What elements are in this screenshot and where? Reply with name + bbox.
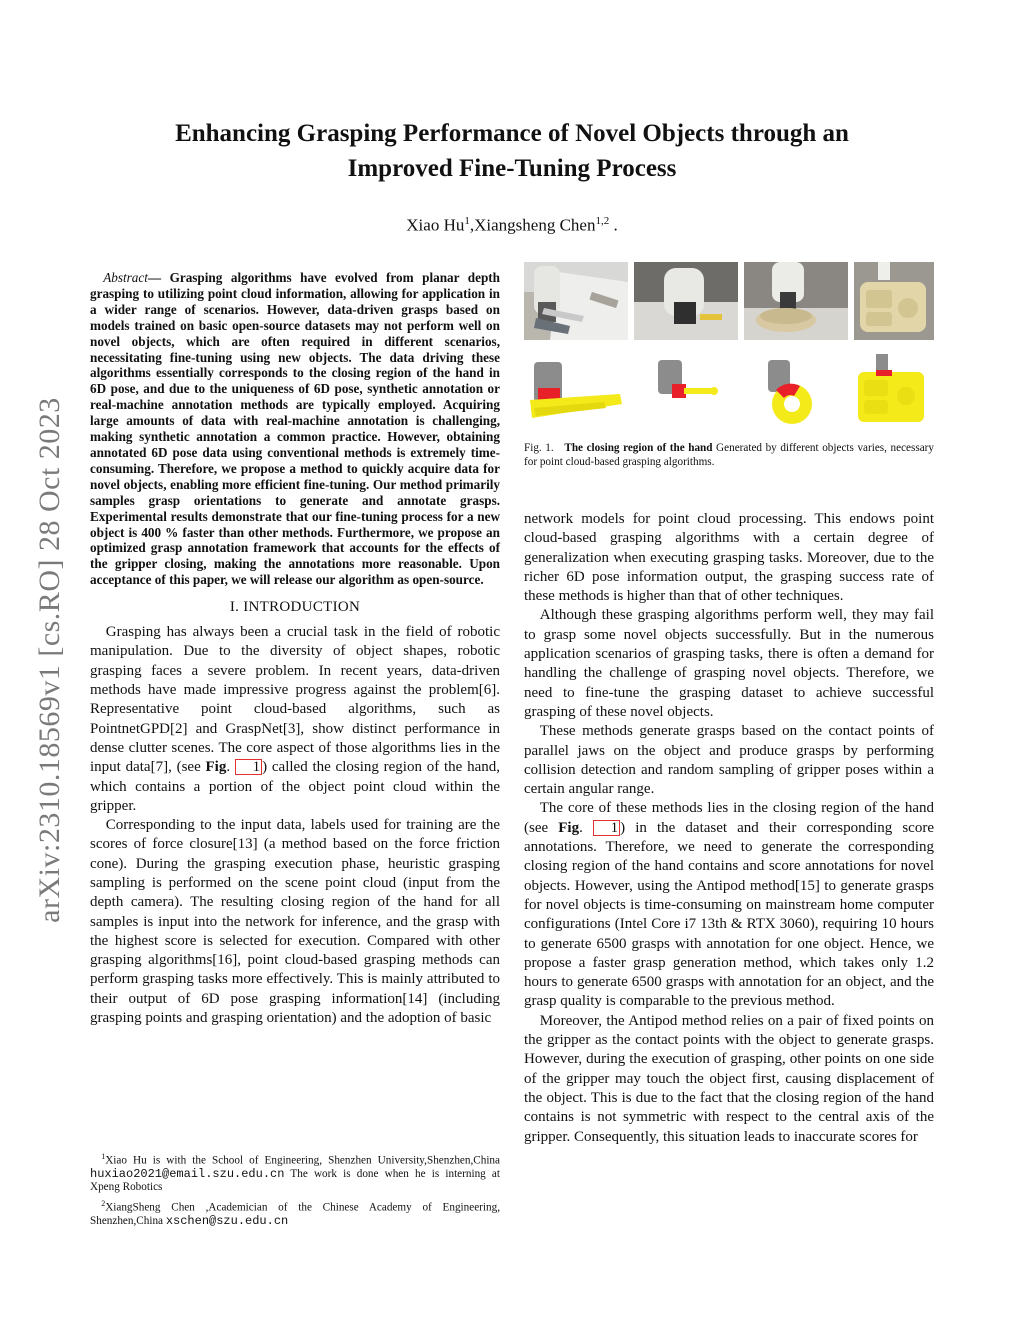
footnote-2-email[interactable]: xschen@szu.edu.cn — [165, 1214, 289, 1229]
paper-title: Enhancing Grasping Performance of Novel Objects through an Improved Fine-Tuning Process — [175, 120, 849, 182]
abstract-text: Grasping algorithms have evolved from planar depth grasping to utilizing point cloud information, allowing for application in a wider range of scenarios. However, data-driven grasps based on models trained on basic open-source datasets may not perform well on novel objects, which are often required in different scenarios, necessitating fine-tuning using new objects. The data driving these algorithms essentially corresponds to the closing region of the hand in 6D pose, and due to the uniqueness of 6D pose, synthetic annotation or real-machine annotation methods are typically employed. Acquiring large amounts of data with real-machine annotation is challenging, making synthetic annotation a common practice. However, obtaining annotated 6D pose data using conventional methods is extremely time-consuming. Therefore, we propose a method to quickly acquire data for novel objects, enabling more efficient fine-tuning. Our method primarily samples grasp orientations to generate and annotate grasps. Experimental results demonstrate that our fine-tuning process for a new object is 400 % faster than other methods. Furthermore, we propose an optimized grasp annotation framework that accounts for the effects of the gripper closing, making the annotations more reasonable. Upon acceptance of this paper, we will release our algorithm as open-source. — [90, 270, 501, 588]
intro-p6-fig-label: Fig — [558, 819, 580, 836]
intro-paragraph-5: These methods generate grasps based on the contact points of parallel jaws on the object and produce grasps by performing collision detection and random sampling of gripper poses within a certain angular range. — [524, 723, 934, 798]
arxiv-side-identifier-text: arXiv:2310.18569v1 [cs.RO] 28 Oct 2023 — [33, 397, 66, 923]
photo-knife — [524, 262, 628, 340]
photo-tray — [854, 262, 934, 340]
figure-1-caption-title: The closing region of the hand — [564, 442, 713, 454]
pointcloud-knife — [530, 362, 622, 418]
figure-1-link-2[interactable]: 1 — [593, 820, 620, 836]
footnote-1-text: Xiao Hu is with the School of Engineering, Shenzhen University,Shenzhen,China — [105, 1154, 500, 1167]
footnote-2-mark: 2 — [101, 1199, 106, 1209]
right-column — [524, 510, 934, 1147]
author-1: Xiao Hu — [406, 215, 465, 235]
photo-bowl — [744, 262, 848, 340]
author-1-affil: 1 — [464, 215, 470, 227]
intro-paragraph-3: network models for point cloud processing. This endows point cloud-based grasping algorithms with a certain degree of generalization when executing grasping tasks. Moreover, due to the richer 6D pose information output, the grasping success rate of these methods is higher than that of other techniques. — [524, 511, 934, 605]
footnote-1-mark: 1 — [101, 1152, 106, 1161]
pointcloud-bowl — [768, 360, 812, 424]
intro-paragraph-4: Although these grasping algorithms perform well, they may fail to grasp some novel objects successfully. But in the numerous application scenarios of grasping tasks, there is often a demand for handling the challenge of grasping novel objects. Therefore, we need to fine-tune the grasping dataset to achieve successful grasping of these novel objects. — [524, 607, 934, 720]
figure-1 — [524, 262, 934, 430]
section-heading-introduction: I. INTRODUCTION — [229, 599, 361, 616]
intro-paragraph-6: The core of these methods lies in the closing region of the hand (see Fig. 1 ) in the dataset and their corresponding score annotations. Therefore, we need to generate the corresponding closing region of the hand contains and score annotations for novel objects. However, using the Antipod method[15] to generate grasps for novel objects is time-consuming on mainstream home computer configurations (Intel Core i7 13th & RTX 3060), requiring 10 hours to generate 6500 grasps with annotation for one object. Hence, we propose a faster grasp generation method, which takes only 1.2 hours to generate 6500 grasps with annotation for an object, and the grasp quality is comparable to the previous method. — [524, 800, 934, 1010]
arxiv-side-identifier — [32, 350, 68, 970]
intro-p1-fig-label: Fig — [205, 759, 227, 776]
intro-paragraph-2: Corresponding to the input data, labels used for training are the scores of force closure[13] (a method based on the force friction cone). During the grasping execution phase, heuristic grasping sampling is performed on the scene point cloud (input from the depth camera). The resulting closing region of the hand for all samples is input into the network for inference, and the grasp with the highest score is selected for execution. Compared with other grasping algorithms[16], point cloud-based grasping methods can perform grasping tasks more effectively. This is mainly attributed to their output of 6D pose grasping information[14] (including grasping points and grasping orientation) and the adoption of basic — [90, 817, 500, 1027]
intro-p6-text-a: The core of these methods lies in the closing region of the hand (see — [524, 800, 934, 836]
intro-paragraph-1: Grasping has always been a crucial task in the field of robotic manipulation. Due to the diversity of object shapes, robotic grasping faces a severe problem. In recent years, data-driven methods have made impressive progress against the problem[6]. Representative point cloud-based algorithms, such as PointnetGPD[2] and GraspNet[3], show distinct performance in dense clutter scenes. The core aspect of those algorithms lies in the input data[7], (see Fig. 1 ) called the closing region of the hand, which contains a portion of the object point cloud within the gripper. — [90, 624, 500, 814]
abstract-label: Abstract — [103, 270, 148, 285]
figure-1-caption-text: Generated by different objects varies, necessary for point cloud-based grasping algorithms. — [524, 442, 934, 468]
abstract — [90, 270, 500, 588]
author-2: Xiangsheng Chen — [474, 215, 596, 235]
footnote-1 — [90, 1150, 500, 1194]
footnote-1-email[interactable]: huxiao2021@email.szu.edu.cn — [90, 1166, 285, 1181]
figure-1-link[interactable]: 1 — [235, 759, 262, 775]
footnote-2 — [90, 1197, 500, 1228]
pointcloud-small-object — [658, 360, 718, 398]
footnote-1-tail: The work is done when he is interning at Xpeng Robotics — [90, 1167, 500, 1194]
author-trailing: . — [609, 215, 618, 235]
author-2-affil: 1,2 — [595, 215, 610, 227]
intro-p6-text-b: ) in the dataset and their corresponding score annotations. Therefore, we need to generate the corresponding closing region of the hand contains and score annotations for novel objects. However, using the Antipod method[15] to generate grasps for novel objects is time-consuming on mainstream home computer configurations (Intel Core i7 13th & RTX 3060), requiring 10 hours to generate 6500 grasps with annotation for one object. Hence, we propose a faster grasp generation method, which takes only 1.2 hours to generate 6500 grasps with annotation for an object, and the grasp quality is comparable to the previous method. — [524, 819, 934, 1010]
footnotes — [90, 1150, 500, 1231]
intro-p1-text-a: Grasping has always been a crucial task in the field of robotic manipulation. Due to the diversity of object shapes, robotic grasping faces a severe problem. In recent years, data-driven methods have made impressive progress against the problem[6]. Representative point cloud-based algorithms, such as PointnetGPD[2] and GraspNet[3], show distinct performance in dense clutter scenes. The core aspect of those algorithms lies in the input data[7], (see — [90, 624, 500, 776]
footnote-2-text: XiangSheng Chen ,Academician of the Chinese Academy of Engineering, Shenzhen,China — [90, 1202, 500, 1228]
abstract-dash: — — [147, 270, 170, 285]
pointcloud-tray — [858, 354, 924, 422]
intro-paragraph-7: Moreover, the Antipod method relies on a pair of fixed points on the gripper as the contact points with the object to generate grasps. However, during the execution of grasping, other points on one side of the gripper may touch the object first, causing displacement of the object. This is due to the fact that the closing region of the hand contains is not symmetric with respect to the central axis of the gripper. Consequently, this situation leads to inaccurate scores for — [524, 1012, 934, 1145]
author-separator: , — [469, 215, 475, 235]
left-column — [90, 270, 500, 1028]
photo-small-object — [634, 262, 738, 340]
figure-1-image-grid — [524, 262, 934, 430]
author-line — [120, 210, 904, 237]
figure-1-label: Fig. 1. — [524, 442, 554, 454]
intro-p1-text-b: ) called the closing region of the hand, which contains a portion of the object point cloud within the gripper. — [90, 759, 500, 814]
figure-1-caption — [524, 441, 934, 469]
